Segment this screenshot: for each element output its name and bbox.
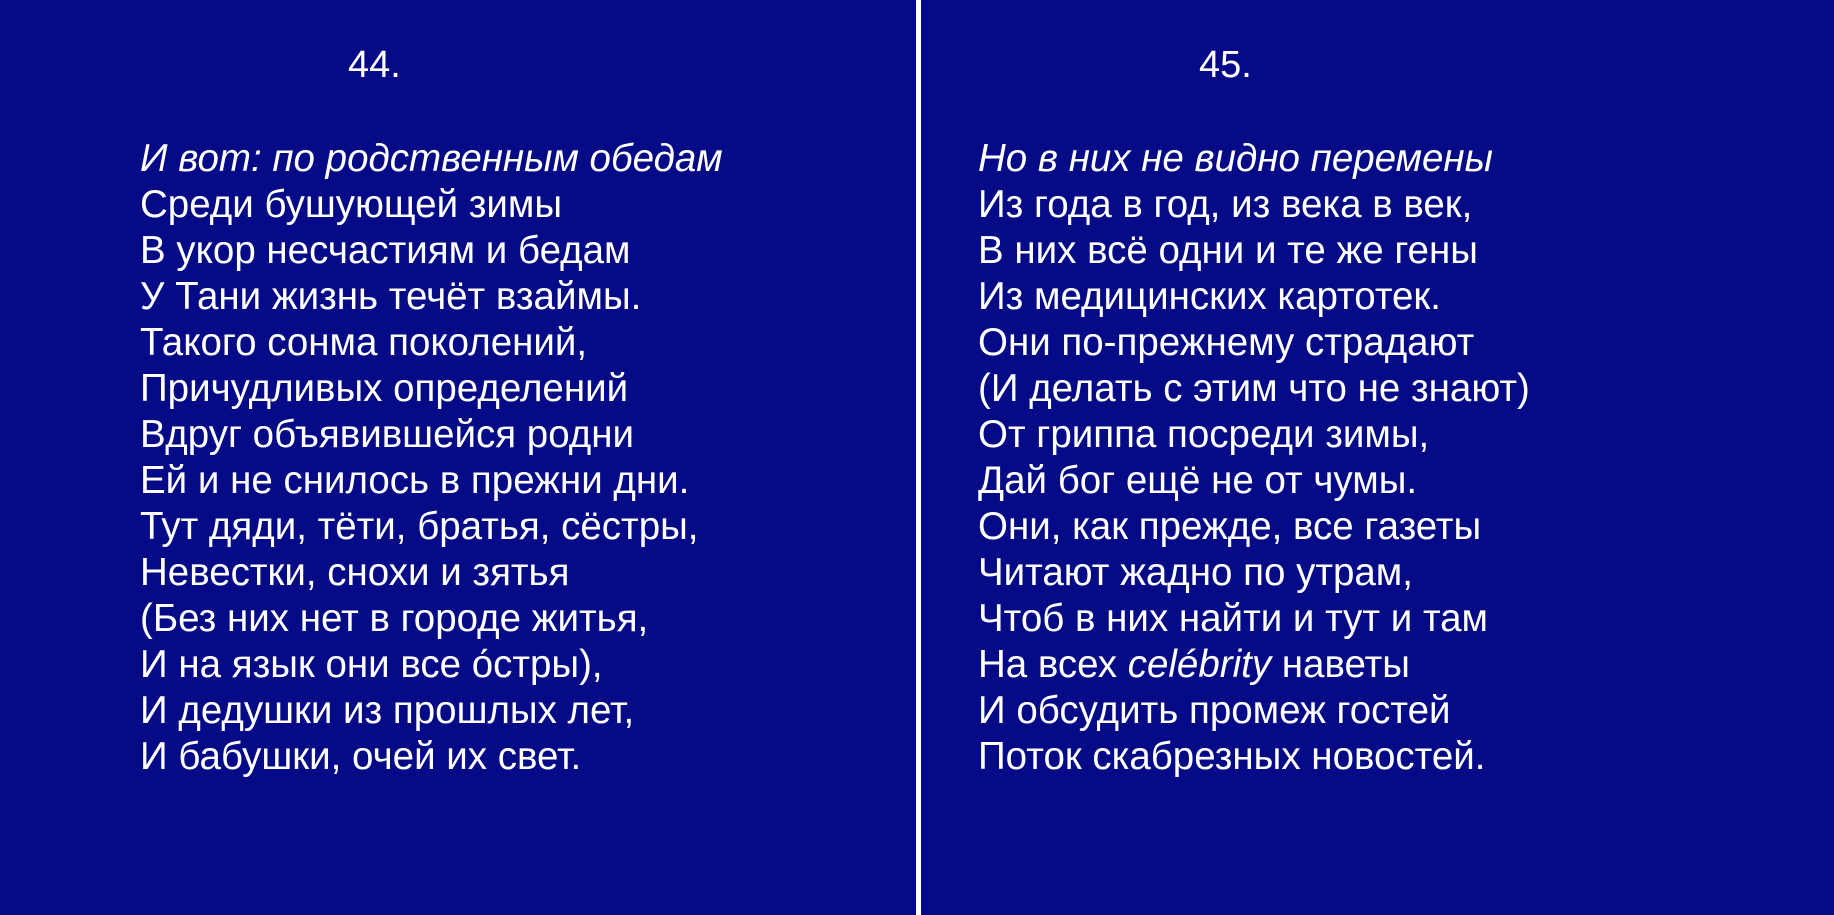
stanza-45-line: (И делать с этим что не знают) (978, 367, 1530, 410)
stanza-44-line: Невестки, снохи и зятья (140, 551, 570, 594)
stanza-45-line: Они по-прежнему страдают (978, 321, 1475, 364)
stanza-44-line: Причудливых определений (140, 367, 629, 410)
stanza-44-line: В укор несчастиям и бедам (140, 229, 631, 272)
stanza-44-line: Такого сонма поколений, (140, 321, 588, 364)
stanza-44-line: Тут дяди, тёти, братья, сёстры, (140, 505, 699, 548)
stanza-44-line: И дедушки из прошлых лет, (140, 689, 635, 732)
stanza-45-line: От гриппа посреди зимы, (978, 413, 1430, 456)
stanza-45-line: Дай бог ещё не от чумы. (978, 459, 1418, 502)
stanza-number-44: 44. (348, 44, 401, 86)
stanza-45-line: Чтоб в них найти и тут и там (978, 597, 1489, 640)
italic-word: celébrity (1127, 643, 1272, 686)
stanza-44-line: У Тани жизнь течёт взаймы. (140, 275, 642, 318)
stanza-44-line: И на язык они все о́стры), (140, 643, 603, 686)
stanza-44-line: Среди бушующей зимы (140, 183, 563, 226)
stanza-44-line: Вдруг объявившейся родни (140, 413, 634, 456)
stanza-45-line (978, 642, 1530, 688)
stanza-45-line: В них всё одни и те же гены (978, 229, 1478, 272)
stanza-44-line: И вот: по родственным обедам (140, 137, 723, 180)
stanza-45-line: И обсудить промеж гостей (978, 689, 1451, 732)
stanza-45-line: Читают жадно по утрам, (978, 551, 1413, 594)
stanza-45-line: Но в них не видно перемены (978, 137, 1493, 180)
line-text: наветы (1281, 643, 1410, 686)
stanza-44-line: И бабушки, очей их свет. (140, 735, 582, 778)
stanza-number-45: 45. (1199, 44, 1252, 86)
stanza-45-line: Они, как прежде, все газеты (978, 505, 1482, 548)
stanza-44-line: (Без них нет в городе житья, (140, 597, 649, 640)
stanza-45 (978, 136, 1530, 780)
left-page (0, 0, 916, 915)
stanza-44 (140, 136, 723, 780)
right-page (921, 0, 1834, 915)
stanza-45-line: Поток скабрезных новостей. (978, 735, 1486, 778)
stanza-45-line: Из медицинских картотек. (978, 275, 1441, 318)
stanza-44-line: Ей и не снилось в прежни дни. (140, 459, 690, 502)
line-text: На всех (978, 643, 1117, 686)
stanza-45-line: Из года в год, из века в век, (978, 183, 1473, 226)
